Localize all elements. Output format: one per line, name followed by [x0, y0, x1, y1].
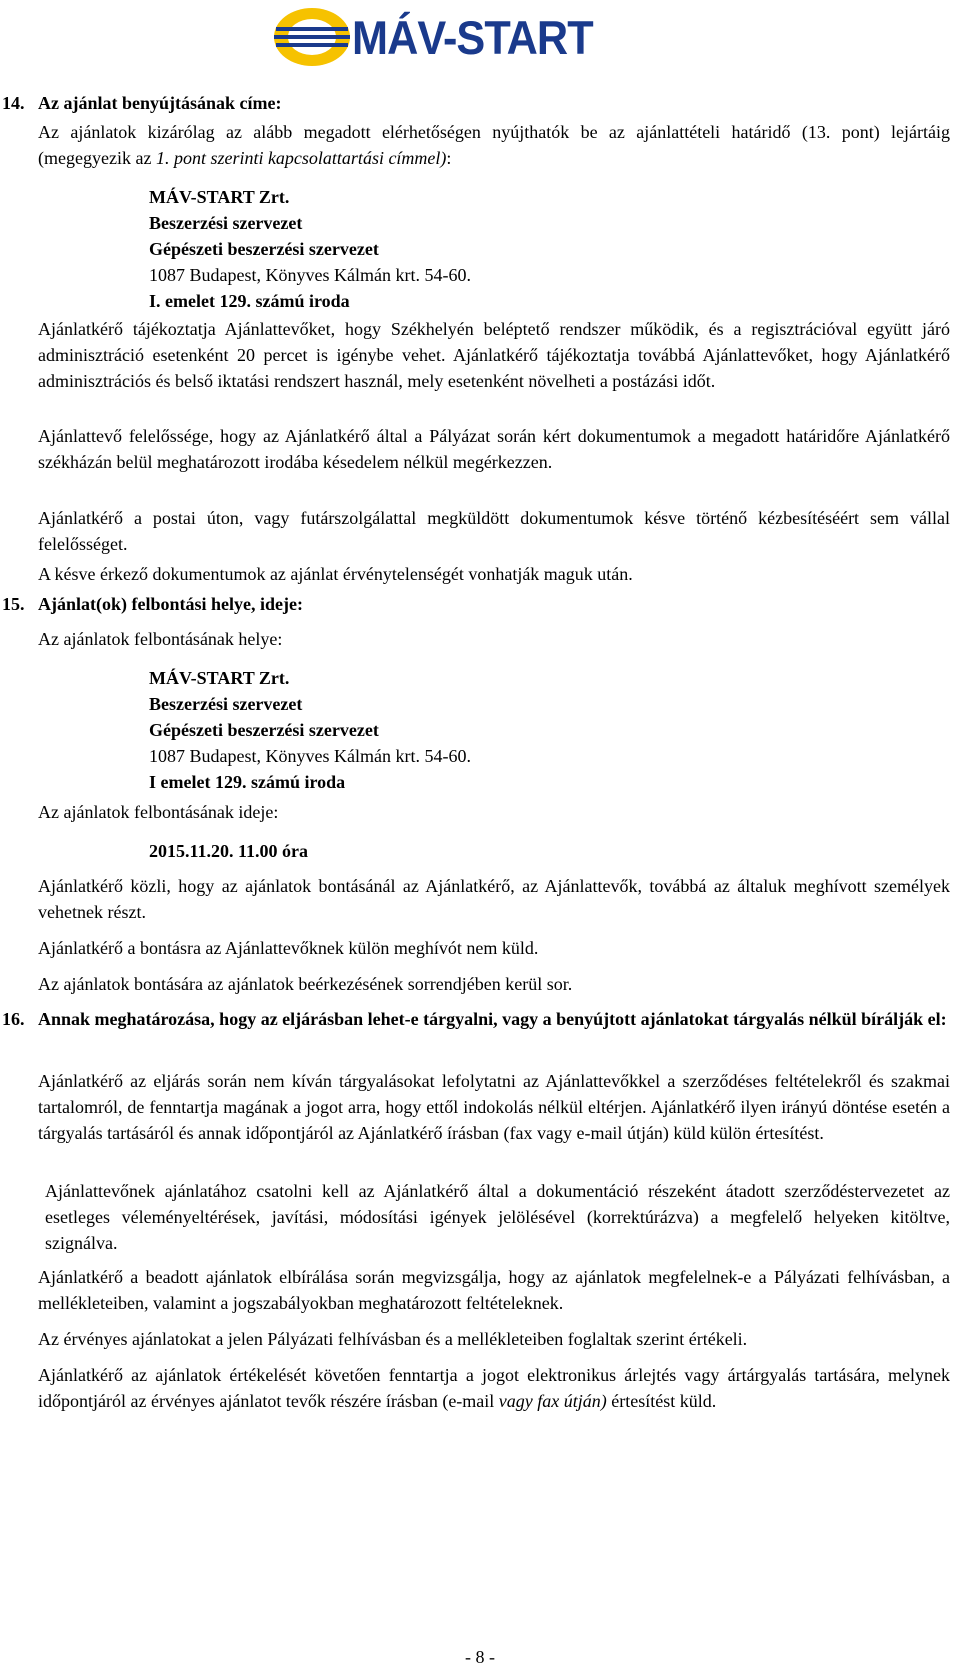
section-14-para-3: Ajánlatkérő a postai úton, vagy futárszolgálattal megküldött dokumentumok késve történő kézbesítéséért sem vállal felelősséget.: [38, 508, 950, 554]
section-14-intro: [38, 119, 950, 171]
address-company: MÁV-START Zrt.: [149, 187, 290, 207]
address-street: 1087 Budapest, Könyves Kálmán krt. 54-60.: [149, 746, 471, 766]
address-room: I. emelet 129. számú iroda: [149, 291, 350, 311]
page-number: - 8 -: [465, 1647, 495, 1667]
section-16-para-4: Az érvényes ajánlatokat a jelen Pályázati felhívásban és a mellékleteiben foglaltak szerint értékeli.: [38, 1329, 748, 1349]
section-15-para-1: Ajánlatkérő közli, hogy az ajánlatok bontásánál az Ajánlatkérő, az Ajánlattevők, továbbá az általuk meghívott személyek vehetnek részt.: [38, 876, 950, 922]
para-text: Ajánlatkérő az ajánlatok értékelését követően fenntartja a jogot elektronikus árlejtés vagy ártárgyalás tartására, melynek időpontjáról az érvényes ajánlatot tevők részére írásban (e-mail: [38, 1365, 950, 1411]
logo-text: MÁV-START: [352, 11, 593, 64]
section-16-para-2: Ajánlattevőnek ajánlatához csatolni kell az Ajánlatkérő által a dokumentáció részeként átadott szerződéstervezetet az esetleges véleményeltérések, javítási, módosítási igények jelölésével (korrektúrázva) a megfelelő helyeken kitöltve, szignálva.: [45, 1181, 950, 1253]
section-number: 15.: [2, 594, 25, 614]
address-company: MÁV-START Zrt.: [149, 668, 290, 688]
para-italic-text: vagy fax útján): [498, 1391, 607, 1411]
para-text-end: értesítést küld.: [606, 1391, 717, 1411]
section-16-para-5: [38, 1362, 950, 1414]
section-number: 14.: [2, 93, 25, 113]
opening-time-value: 2015.11.20. 11.00 óra: [149, 841, 309, 861]
intro-colon: :: [446, 148, 452, 168]
section-16-title: Annak meghatározása, hogy az eljárásban lehet-e tárgyalni, vagy a benyújtott ajánlatokat tárgyalás nélkül bírálják el:: [38, 1009, 947, 1029]
address-street: 1087 Budapest, Könyves Kálmán krt. 54-60.: [149, 265, 471, 285]
section-title: Ajánlat(ok) felbontási helye, ideje:: [38, 594, 303, 614]
section-14-address: [149, 184, 471, 314]
address-subdept: Gépészeti beszerzési szervezet: [149, 720, 379, 740]
intro-italic-text: 1. pont szerinti kapcsolattartási címmel): [155, 148, 447, 168]
section-14-para-1: Ajánlatkérő tájékoztatja Ajánlattevőket, hogy Székhelyén beléptető rendszer működik, és a regisztrációval együtt járó adminisztráció esetenként 20 percet is igénybe vehet. Ajánlatkérő tájékoztatja továbbá Ajánlattevőket, hogy Ajánlatkérő adminisztrációs és belső iktatási rendszert használ, mely esetenként növelheti a postázási időt.: [38, 319, 950, 391]
opening-place-label: Az ajánlatok felbontásának helye:: [38, 629, 283, 649]
logo-emblem-icon: [272, 6, 352, 68]
section-15-address: [149, 665, 471, 795]
address-room: I emelet 129. számú iroda: [149, 772, 346, 792]
section-14-heading: [2, 90, 282, 116]
intro-text: Az ajánlatok kizárólag az alább megadott elérhetőségen nyújthatók be az ajánlattételi határidő (13. pont) lejártáig (megegyezik az: [38, 122, 950, 168]
section-16-para-3: Ajánlatkérő a beadott ajánlatok elbírálása során megvizsgálja, hogy az ajánlatok megfelelnek-e a Pályázati felhívásban, a mellékleteiben, valamint a jogszabályokban meghatározott feltételeknek.: [38, 1267, 950, 1313]
address-subdept: Gépészeti beszerzési szervezet: [149, 239, 379, 259]
section-15-para-2: Ajánlatkérő a bontásra az Ajánlattevőknek külön meghívót nem küld.: [38, 938, 539, 958]
section-15-heading: [2, 591, 303, 617]
address-dept: Beszerzési szervezet: [149, 694, 303, 714]
mav-start-logo: [272, 6, 672, 68]
section-14-para-2: Ajánlattevő felelőssége, hogy az Ajánlatkérő által a Pályázat során kért dokumentumok a megadott határidőre Ajánlatkérő székházán belül meghatározott irodába késedelem nélkül megérkezzen.: [38, 426, 950, 472]
section-16-number: 16.: [2, 1009, 25, 1029]
section-title: Az ajánlat benyújtásának címe:: [38, 93, 282, 113]
opening-time-label: Az ajánlatok felbontásának ideje:: [38, 802, 279, 822]
section-16-para-1: Ajánlatkérő az eljárás során nem kíván tárgyalásokat lefolytatni az Ajánlattevőkkel a szerződéses feltételekről és szakmai tartalomról, de fenntartja magának a jogot arra, hogy ettől indokolás nélkül eltérjen. Ajánlatkérő ilyen irányú döntése esetén a tárgyalás tartásáról és annak időpontjáról az Ajánlatkérő írásban (fax vagy e-mail útján) küld külön értesítést.: [38, 1071, 950, 1143]
section-15-para-3: Az ajánlatok bontására az ajánlatok beérkezésének sorrendjében kerül sor.: [38, 974, 573, 994]
address-dept: Beszerzési szervezet: [149, 213, 303, 233]
section-14-para-4: A késve érkező dokumentumok az ajánlat érvénytelenségét vonhatják maguk után.: [38, 564, 633, 584]
